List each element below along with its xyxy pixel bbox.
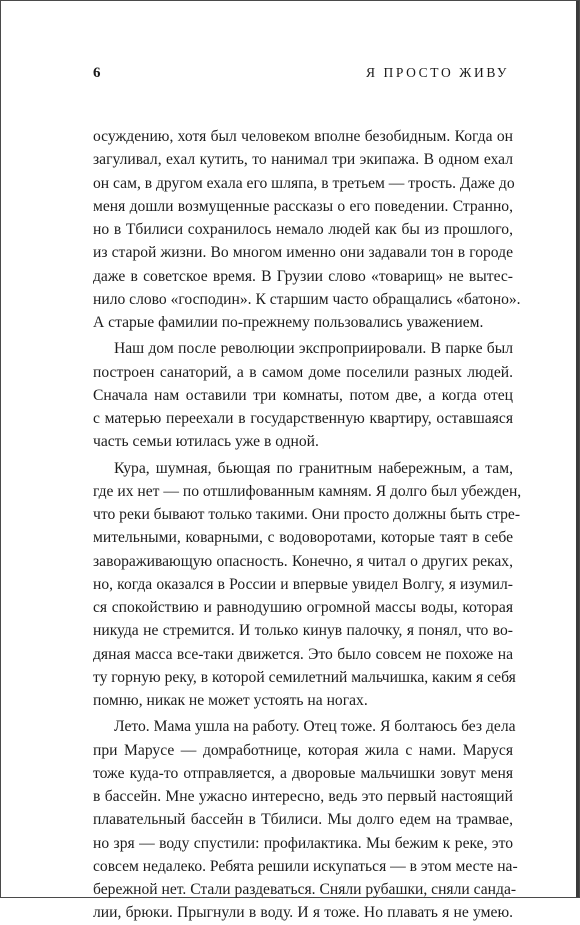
text-line: ту горную реку, в которой семилетний мальчишка, каким я себя (93, 668, 516, 686)
text-line: Лето. Мама ушла на работу. Отец тоже. Я болтаюсь без дела (114, 718, 516, 736)
text-line: но, когда оказался в России и впервые увидел Волгу, я изумил- (93, 575, 513, 593)
text-line: в бассейн. Мне ужасно интересно, ведь это первый настоящий (93, 788, 513, 805)
text-line: с матерью переехали в государственную квартиру, оставшаяся (93, 410, 513, 427)
text-line: часть семьи ютилась уже в одной. (93, 433, 319, 451)
text-line: Наш дом после революции экспроприировали. В парке был (114, 340, 513, 358)
text-line: загуливал, ехал кутить, то нанимал три экипажа. В одном ехал (93, 151, 513, 169)
text-line: плавательный бассейн в Тбилиси. Мы долго едем на трамвае, (93, 811, 513, 829)
text-line: мительными, коварными, с водоворотами, которые таят в себе (93, 529, 513, 547)
text-line: дяная масса все-таки движется. Это было совсем не похоже на (93, 645, 513, 663)
text-line: нило слово «господин». К старшим часто обращались «батоно». (93, 290, 521, 308)
text-line: ся спокойствию и равнодушию огромной массы воды, которая (93, 599, 513, 616)
text-line: А старые фамилии по-прежнему пользовались уважением. (93, 314, 484, 331)
paragraph (93, 457, 522, 713)
book-title: Я ПРОСТО ЖИВУ (365, 65, 509, 80)
text-line: осуждению, хотя был человеком вполне безобидным. Когда он (93, 128, 513, 145)
text-line: но в Тбилиси сохранилось немало людей как бы из прошлого, (93, 221, 513, 238)
text-line: даже в советское время. В Грузии слово «товарищ» не вытес- (93, 267, 513, 285)
text-line: никуда не стремится. И только кинув палочку, я понял, что во- (93, 622, 513, 640)
text-line: завораживающую опасность. Конечно, я читал о других реках, (93, 552, 513, 570)
text-line: где их нет — по отшлифованным камням. Я долго был убежден, (93, 482, 522, 500)
text-line: бережной нет. Стали раздеваться. Сняли рубашки, сняли санда- (93, 881, 517, 898)
paragraph (93, 715, 518, 924)
text-line: построен санаторий, а в самом доме поселили разных людей. (93, 363, 513, 381)
text-line: меня дошли возмущенные рассказы о его поведении. Странно, (93, 197, 513, 215)
text-line: совсем недалеко. Ребята решили искупаться — в этом месте на- (93, 857, 518, 875)
text-line: что реки бывают только такими. Они просто должны быть стре- (93, 506, 521, 523)
page-number: 6 (93, 65, 101, 81)
paragraph (93, 337, 513, 453)
text-line: тоже куда-то отправляется, а дворовые мальчишки зовут меня (93, 764, 513, 782)
body-text (93, 125, 522, 925)
text-line: из старой жизни. Во многом именно они задавали тон в городе (93, 244, 513, 262)
text-line: при Марусе — домработнице, которая жила с нами. Маруся (93, 741, 513, 759)
paragraph (93, 125, 521, 334)
running-head (93, 65, 509, 85)
text-line: он сам, в другом ехала его шляпа, в третьем — трость. Даже до (93, 174, 515, 192)
text-line: лии, брюки. Прыгнули в воду. И я тоже. Но плавать я не умею. (93, 904, 513, 922)
text-line: помню, никак не может устоять на ногах. (93, 692, 368, 709)
text-line: Кура, шумная, бьющая по гранитным набережным, а там, (114, 459, 513, 477)
text-line: Сначала нам оставили три комнаты, потом две, а когда отец (93, 386, 513, 404)
text-line: но зря — воду спустили: профилактика. Мы бежим к реке, это (93, 834, 513, 852)
